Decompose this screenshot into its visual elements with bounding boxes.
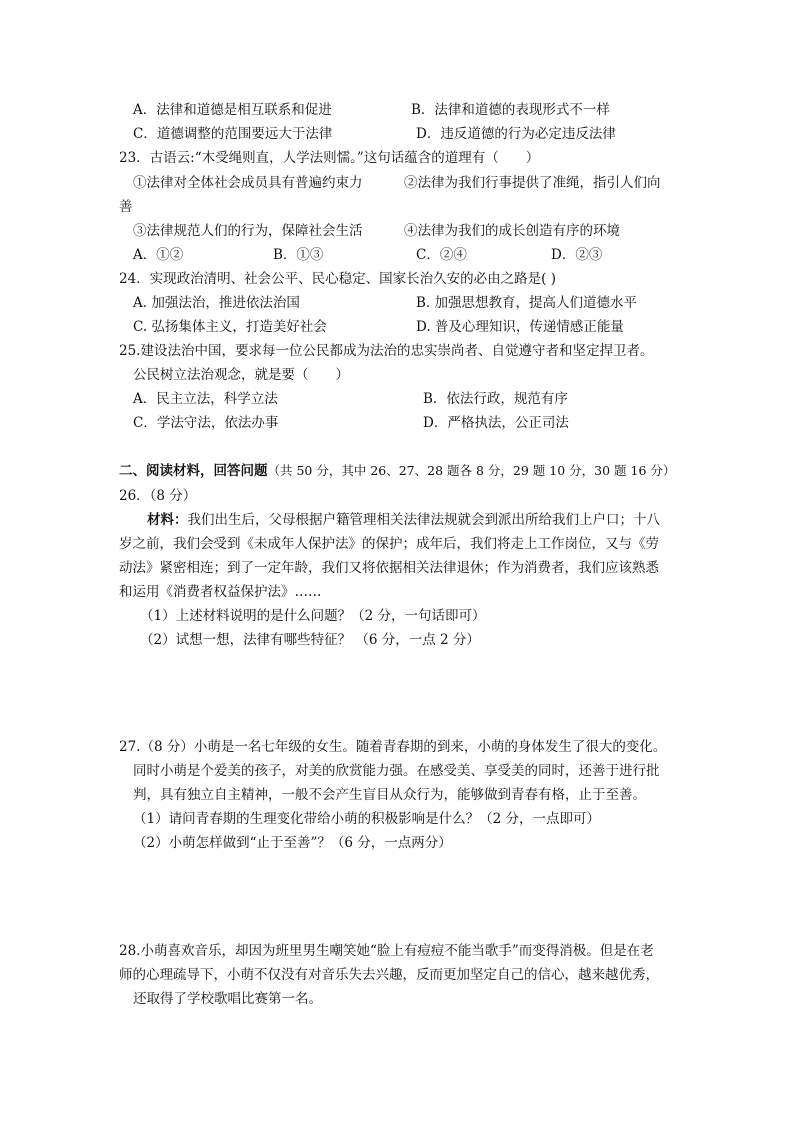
q24-option-d: D. 普及心理知识，传递情感正能量 xyxy=(416,319,624,335)
q25-option-d: D．严格执法，公正司法 xyxy=(423,415,569,431)
q26-subquestion-1: （1）上述材料说明的是什么问题？（2 分，一句话即可） xyxy=(140,608,486,624)
q27-line-3: 判，具有独立自主精神，一般不会产生盲目从众行为，能够做到青春有格，止于至善。 xyxy=(133,787,646,803)
section-2-heading xyxy=(119,462,675,480)
q24-option-c: C. 弘扬集体主义，打造美好社会 xyxy=(133,319,327,335)
q27-subquestion-1: （1）请问青春期的生理变化带给小萌的积极影响是什么？（2 分，一点即可） xyxy=(133,811,600,827)
q23-option-c: C．②④ xyxy=(416,247,467,263)
q23-option-d: D．②③ xyxy=(551,247,603,263)
material-label: 材料： xyxy=(147,512,188,528)
q26-material-line-3: 动法》紧密相连；到了一定年龄，我们又将依据相关法律退休；作为消费者，我们应该熟悉 xyxy=(119,560,659,576)
q28-line-2: 师的心理疏导下，小萌不仅没有对音乐失去兴趣，反而更加坚定自己的信心，越来越优秀， xyxy=(119,967,659,983)
q24-stem: 24．实现政治清明、社会公平、民心稳定、国家长治久安的必由之路是( ) xyxy=(119,271,557,287)
q23-statement-1: ①法律对全体社会成员具有普遍约束力 xyxy=(133,175,363,191)
q22-option-d: D．违反道德的行为必定违反法律 xyxy=(416,126,616,142)
q23-statement-4: ④法律为我们的成长创造有序的环境 xyxy=(404,223,620,239)
q26-subquestion-2: （2）试想一想，法律有哪些特征？ （6 分，一点 2 分） xyxy=(140,632,480,648)
q28-line-1: 28.小萌喜欢音乐，却因为班里男生嘲笑她“脸上有痘痘不能当歌手”而变得消极。但是在老 xyxy=(119,943,654,959)
section-2-note: （共 50 分，其中 26、27、28 题各 8 分，29 题 10 分，30 题 16 分） xyxy=(267,463,676,478)
q25-option-b: B．依法行政，规范有序 xyxy=(423,391,568,407)
q25-option-a: A．民主立法，科学立法 xyxy=(133,391,278,407)
q23-statement-3: ③法律规范人们的行为，保障社会生活 xyxy=(133,223,363,239)
q24-option-a: A. 加强法治，推进依法治国 xyxy=(133,295,300,311)
q27-subquestion-2: （2）小萌怎样做到“止于至善”？（6 分，一点两分） xyxy=(133,835,452,851)
q28-line-3: 还取得了学校歌唱比赛第一名。 xyxy=(133,991,322,1007)
q26-material-line-4: 和运用《消费者权益保护法》…… xyxy=(119,584,322,600)
section-2-title: 二、阅读材料，回答问题 xyxy=(119,463,268,479)
q27-line-1: 27.（8 分）小萌是一名七年级的女生。随着青春期的到来，小萌的身体发生了很大的变化。 xyxy=(119,739,667,755)
q25-stem-line-1: 25.建设法治中国，要求每一位公民都成为法治的忠实崇尚者、自觉遵守者和坚定捍卫者。 xyxy=(119,343,654,359)
q26-material-line-1 xyxy=(147,511,660,529)
q24-option-b: B. 加强思想教育，提高人们道德水平 xyxy=(416,295,638,311)
q23-option-b: B．①③ xyxy=(273,247,324,263)
q25-option-c: C．学法守法，依法办事 xyxy=(133,415,279,431)
q26-material-line-2: 岁之前，我们会受到《未成年人保护法》的保护；成年后，我们将走上工作岗位，又与《劳 xyxy=(119,536,659,552)
q23-statement-2: ②法律为我们行事提供了准绳，指引人们向 xyxy=(404,175,661,191)
q23-statement-2-cont: 善 xyxy=(119,199,133,215)
q22-option-a: A．法律和道德是相互联系和促进 xyxy=(133,102,332,118)
q26-header: 26．（8 分） xyxy=(119,488,197,504)
material-text-1: 我们出生后，父母根据户籍管理相关法律法规就会到派出所给我们上户口；十八 xyxy=(187,512,660,528)
q27-line-2: 同时小萌是个爱美的孩子，对美的欣赏能力强。在感受美、享受美的同时，还善于进行批 xyxy=(133,763,660,779)
q22-option-c: C．道德调整的范围要远大于法律 xyxy=(133,126,333,142)
q23-option-a: A．①② xyxy=(133,247,184,263)
q25-stem-line-2: 公民树立法治观念，就是要（ ） xyxy=(133,367,349,383)
q22-option-b: B．法律和道德的表现形式不一样 xyxy=(411,102,610,118)
q23-stem: 23．古语云:“木受绳则直，人学法则懦。”这句话蕴含的道理有（ ） xyxy=(119,150,540,166)
